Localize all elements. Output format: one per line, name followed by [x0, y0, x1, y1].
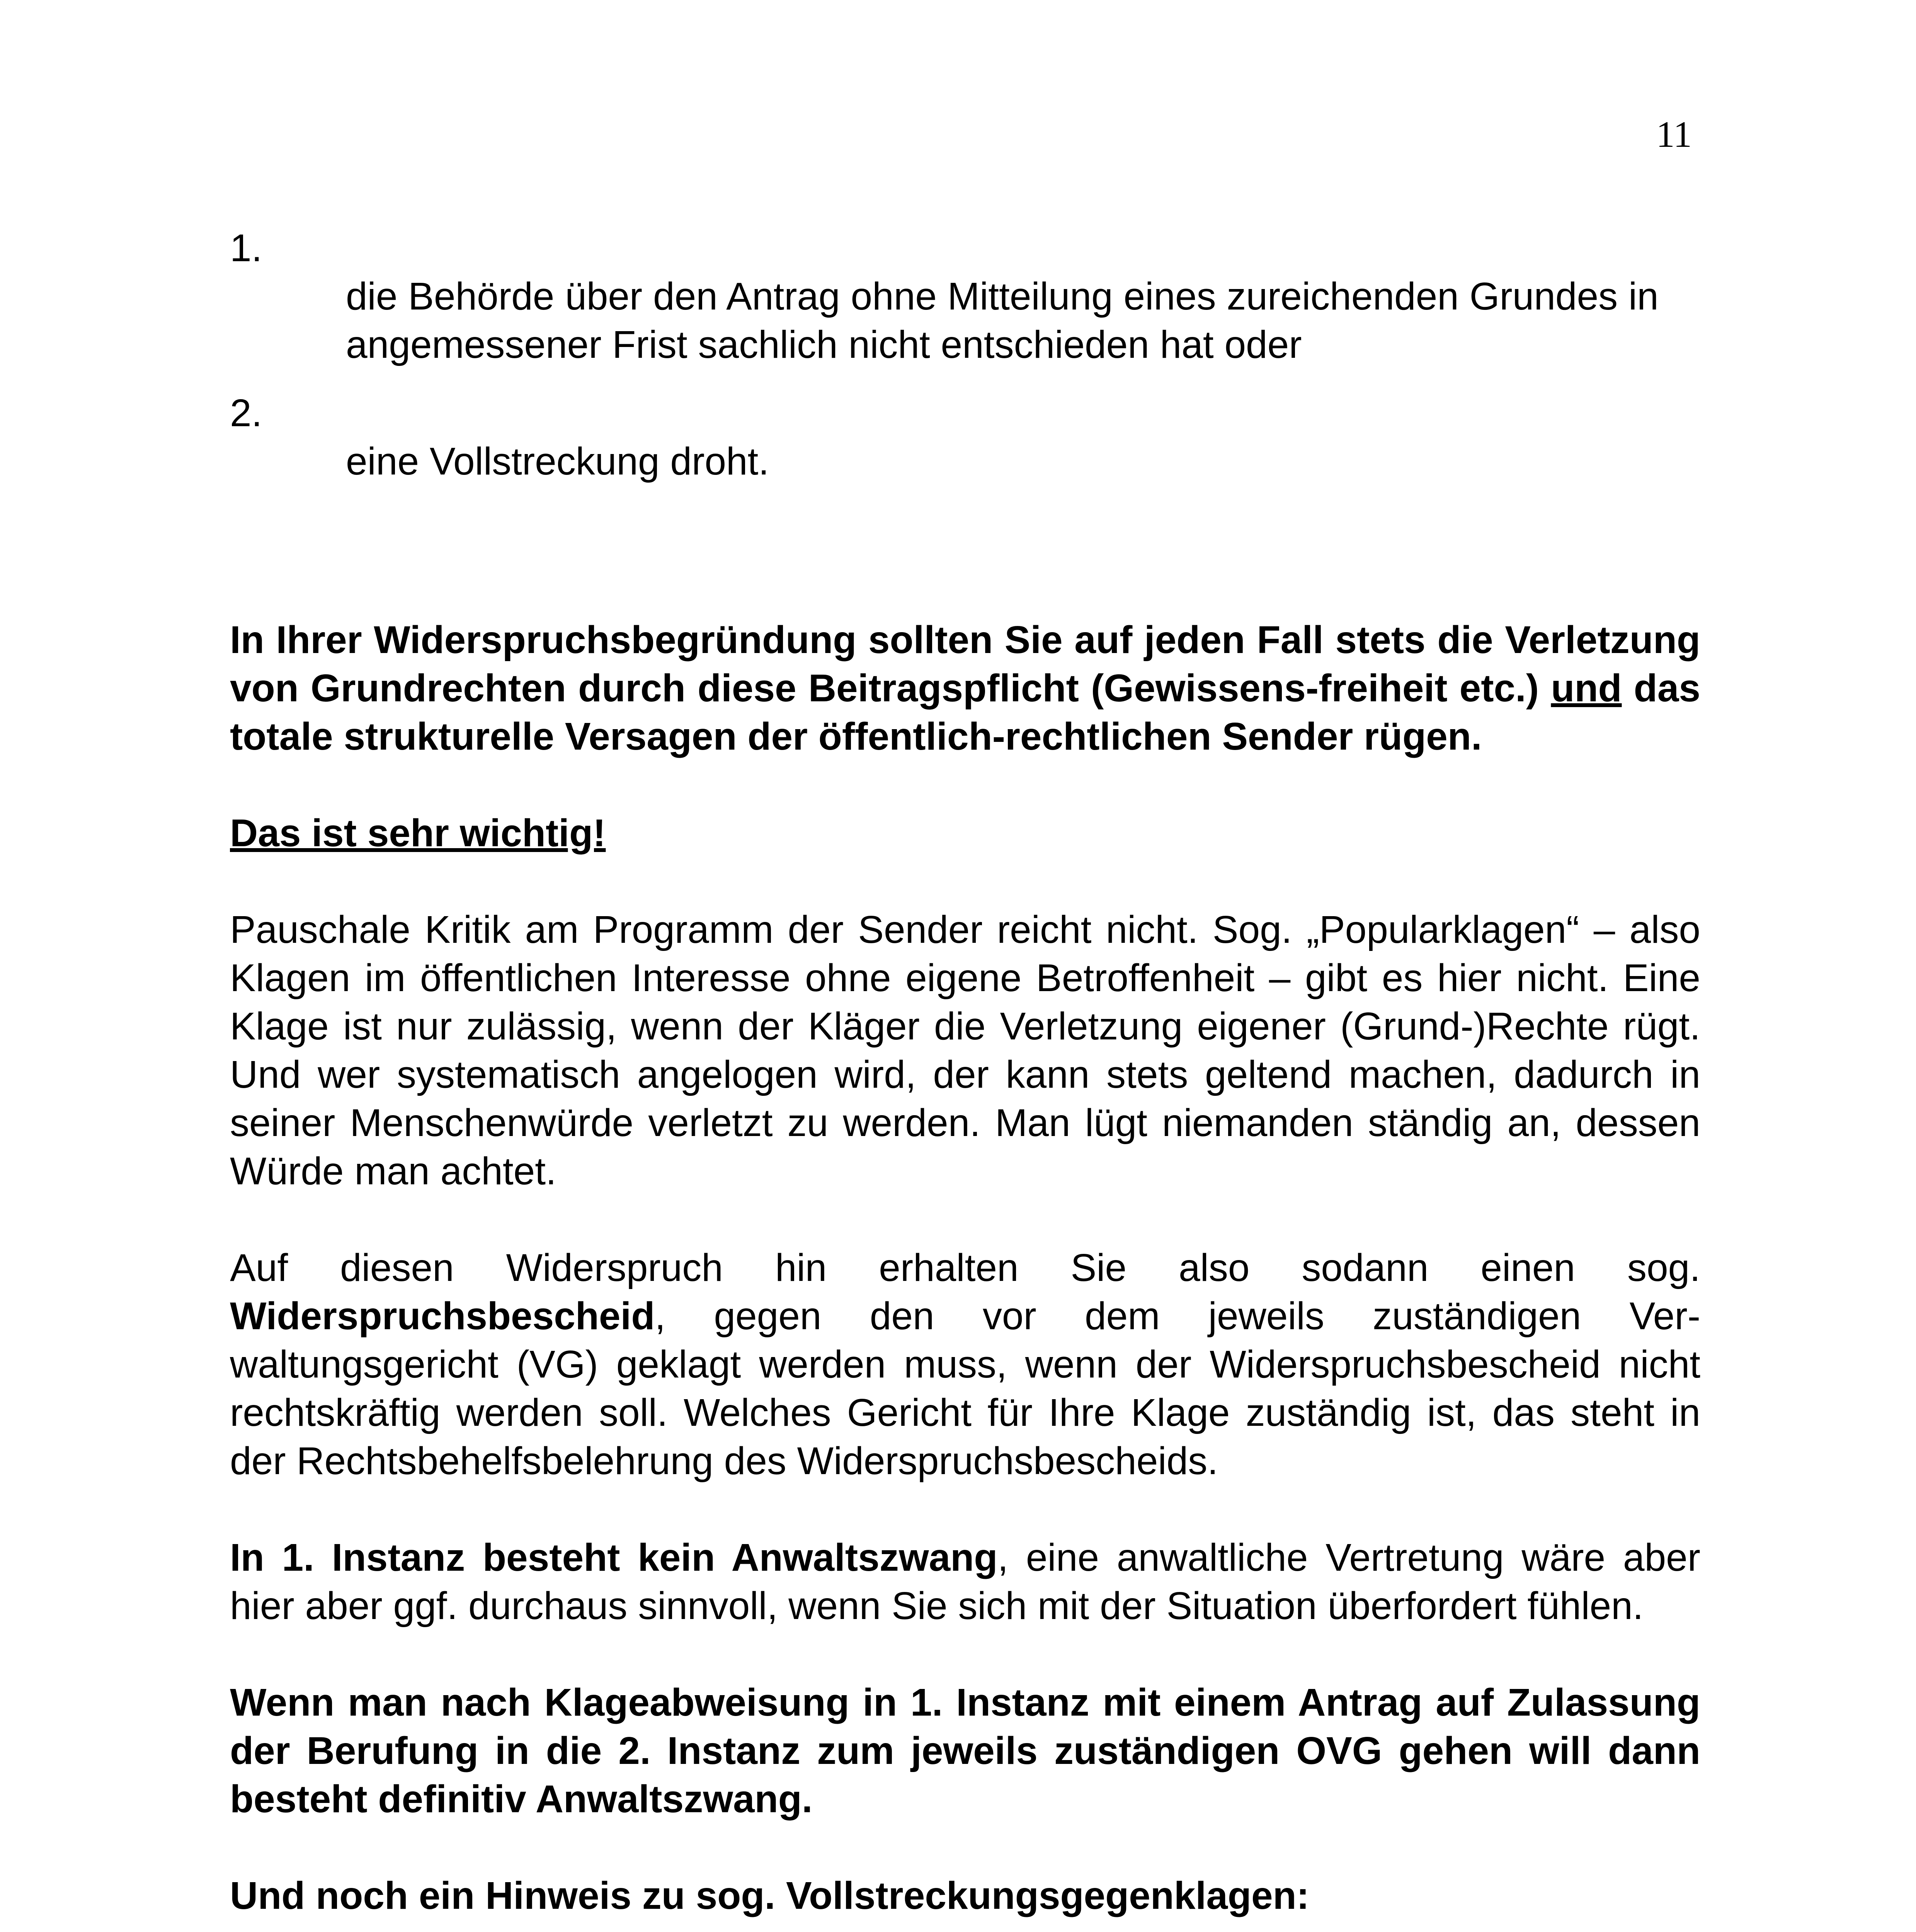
bold-term: In 1. Instanz besteht kein Anwaltszwang [230, 1536, 998, 1579]
paragraph-berufung: Wenn man nach Klageabweisung in 1. Instanz mit einem Antrag auf Zulassung der Berufung in die 2. Instanz zum jeweils zuständigen OVG gehen will dann besteht definitiv Anwaltszwang. [230, 1681, 1700, 1821]
spacer [230, 506, 1700, 616]
text-span: In Ihrer Widerspruchsbegründung sollten Sie auf jeden Fall stets die Verletzung von Grundrechten durch diese Beitragspflicht (Gewissens-freiheit etc.) [230, 618, 1700, 710]
document-body [230, 224, 1700, 1932]
text-span: , eine anwaltliche Vertretung wäre aber hier aber ggf. durchaus sinnvoll, wenn Sie sich mit der Situation überfordert fühlen. [230, 1536, 1700, 1628]
paragraph-widerspruchsbescheid [230, 1244, 1700, 1485]
list-number: 2. [230, 391, 262, 435]
list-item [230, 224, 1700, 369]
text-span: , gegen den vor dem jeweils zuständigen Ver-waltungsgericht (VG) geklagt werden muss, wenn der Widerspruchsbescheid nicht rechtskräftig werden soll. Welches Gericht für Ihre Klage zuständig ist, das steht in der Rechtsbehelfsbelehrung des Widerspruchsbescheids. [230, 1294, 1700, 1483]
page-number: 11 [1656, 114, 1692, 155]
paragraph-popularklagen: Pauschale Kritik am Programm der Sender reicht nicht. Sog. „Popularklagen“ – also Klagen im öffentlichen Interesse ohne eigene Betroffenheit – gibt es hier nicht. Eine Klage ist nur zulässig, wenn der Kläger die Verletzung eigener (Grund-)Rechte rügt. Und wer systematisch angelogen wird, der kann stets geltend machen, dadurch in seiner Menschenwürde verletzt zu werden. Man lügt niemanden ständig an, dessen Würde man achtet. [230, 908, 1700, 1193]
list-text: die Behörde über den Antrag ohne Mitteilung eines zureichenden Grundes in angemessener Frist sachlich nicht entschieden hat oder [346, 275, 1659, 366]
list-text: eine Vollstreckung droht. [346, 440, 769, 483]
list-number: 1. [230, 226, 262, 270]
bold-term: Widerspruchsbescheid [230, 1294, 655, 1338]
list-item [230, 389, 1700, 486]
text-span: Auf diesen Widerspruch hin erhalten Sie also sodann einen sog. [230, 1246, 1700, 1289]
paragraph-hinweis-heading: Und noch ein Hinweis zu sog. Vollstreckungsgegenklagen: [230, 1874, 1310, 1917]
paragraph-widerspruchsbegruendung [230, 616, 1700, 761]
text-span: das totale strukturelle Versagen der öffentlich-rechtlichen Sender rügen. [230, 667, 1700, 758]
underlined-word: und [1551, 667, 1622, 710]
paragraph-important-note: Das ist sehr wichtig! [230, 811, 606, 855]
paragraph-anwaltszwang [230, 1534, 1700, 1630]
